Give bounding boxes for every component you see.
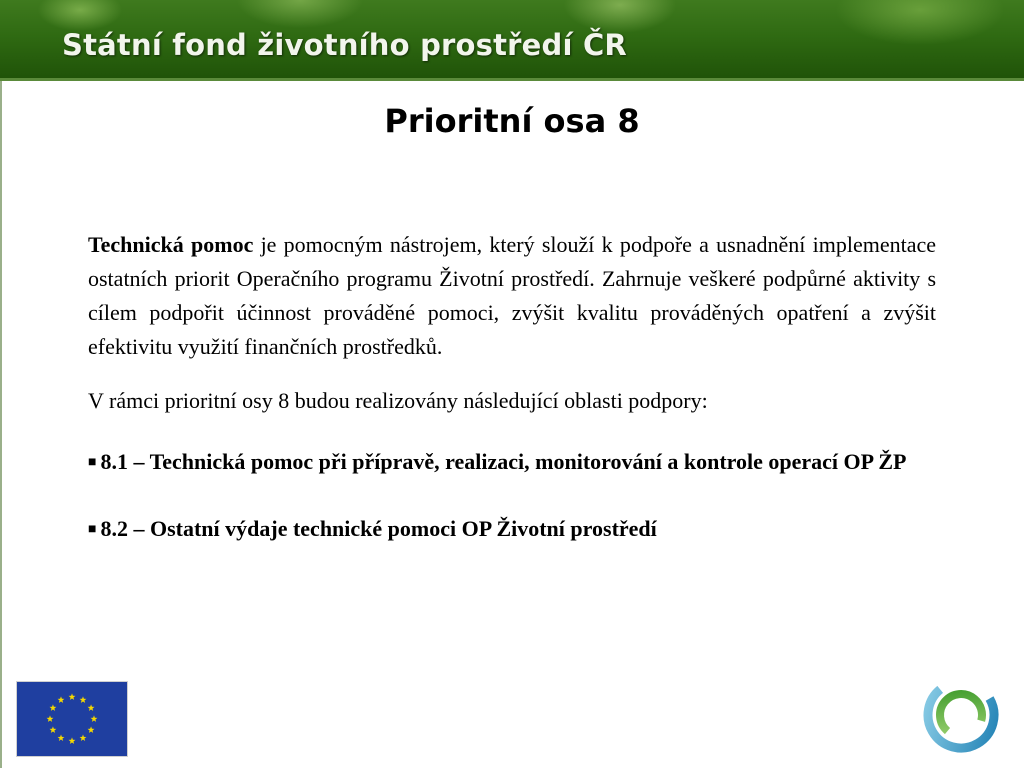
intro-paragraph [88, 228, 936, 364]
eu-star-icon [80, 734, 87, 741]
sfzp-logo-icon [922, 676, 1000, 754]
bullet-text: 8.2 – Ostatní výdaje technické pomoci OP Životní prostředí [100, 516, 657, 541]
eu-star-icon [88, 704, 95, 711]
lead-paragraph: V rámci prioritní osy 8 budou realizovány následující oblasti podpory: [88, 388, 708, 413]
header-banner [0, 0, 1024, 80]
slide-title: Prioritní osa 8 [384, 102, 640, 140]
slide-content [88, 228, 936, 544]
intro-bold-term: Technická pomoc [88, 232, 254, 257]
eu-flag-icon [16, 681, 128, 757]
eu-stars [17, 682, 127, 756]
eu-star-icon [50, 704, 57, 711]
eu-star-icon [88, 726, 95, 733]
eu-star-icon [91, 715, 98, 722]
eu-star-icon [69, 737, 76, 744]
bullet-square-icon: ■ [88, 455, 97, 470]
header-divider [0, 78, 1024, 81]
eu-star-icon [58, 734, 65, 741]
eu-star-icon [69, 693, 76, 700]
eu-star-icon [58, 696, 65, 703]
bullet-text: 8.1 – Technická pomoc při přípravě, realizaci, monitorování a kontrole operací OP ŽP [100, 449, 907, 474]
header-title: Státní fond životního prostředí ČR [62, 28, 627, 62]
bullet-item-8-2 [88, 515, 936, 544]
eu-star-icon [50, 726, 57, 733]
eu-star-icon [47, 715, 54, 722]
left-border [0, 81, 2, 768]
intro-text: je pomocným nástrojem, který slouží k podpoře a usnadnění implementace ostatních priorit Operačního programu Životní prostředí. Zahrnuje veškeré podpůrné aktivity s cílem podpořit účinnost prováděné pomoci, zvýšit kvalitu prováděných opatření a zvýšit efektivitu využití finančních prostředků. [88, 232, 936, 359]
bullet-item-8-1 [88, 448, 936, 477]
bullet-square-icon: ■ [88, 522, 97, 537]
eu-star-icon [80, 696, 87, 703]
